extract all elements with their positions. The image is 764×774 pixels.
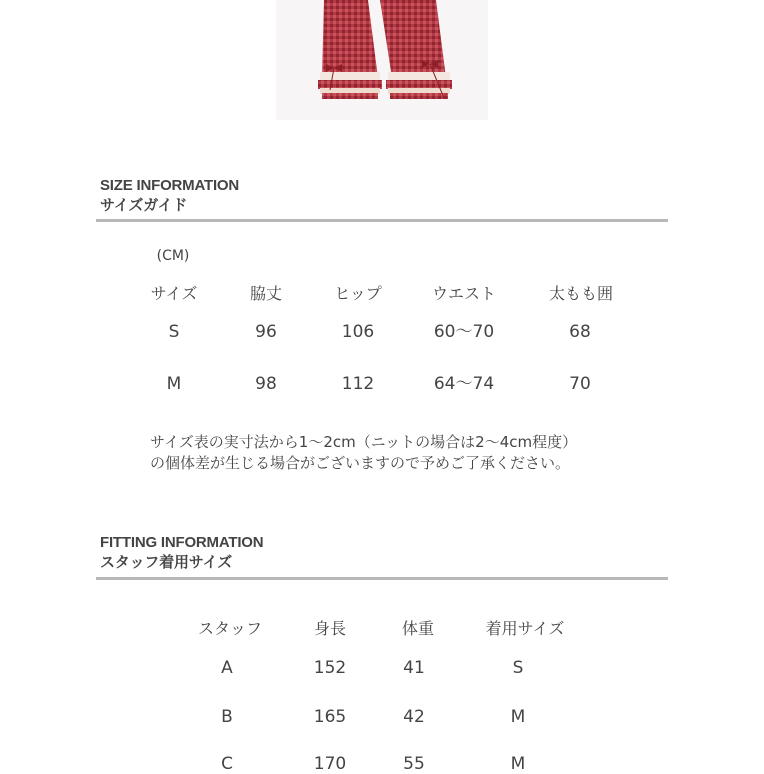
fitting-cell: B: [221, 707, 233, 727]
fitting-col-header: 身長: [313, 619, 347, 638]
size-cell: S: [168, 322, 180, 342]
fitting-section-title-en: FITTING INFORMATION: [100, 534, 264, 551]
size-note-line-2: の個体差が生じる場合がございますので予めご了承ください。: [150, 454, 571, 472]
trousers-illustration: [276, 0, 488, 120]
size-cell: 106: [341, 322, 375, 342]
fitting-cell: S: [512, 658, 524, 678]
fitting-cell: 165: [313, 707, 347, 727]
size-col-header: サイズ: [150, 284, 198, 303]
fitting-col-header: 体重: [401, 619, 435, 638]
fitting-cell: 41: [403, 658, 425, 678]
size-cell: 64〜74: [433, 374, 495, 394]
size-cell: 70: [569, 374, 591, 394]
fitting-cell: M: [510, 707, 526, 727]
fitting-cell: A: [221, 658, 233, 678]
size-col-header: ヒップ: [334, 284, 382, 303]
fitting-cell: 42: [403, 707, 425, 727]
fitting-cell: 152: [313, 658, 347, 678]
fitting-section-divider: [96, 577, 668, 580]
size-cell: 112: [341, 374, 375, 394]
fitting-section-title-ja: スタッフ着用サイズ: [100, 554, 233, 571]
size-section-title-ja: サイズガイド: [100, 197, 188, 214]
fitting-cell: M: [510, 754, 526, 774]
size-note-line-1: サイズ表の実寸法から1〜2cm（ニットの場合は2〜4cm程度）: [150, 433, 578, 451]
size-col-header: 脇丈: [249, 284, 283, 303]
product-image: [276, 0, 488, 120]
size-col-header: 太もも囲: [548, 284, 614, 303]
fitting-cell: C: [221, 754, 233, 774]
size-cell: M: [166, 374, 182, 394]
fitting-cell: 170: [313, 754, 347, 774]
unit-label: (CM): [156, 248, 190, 264]
size-cell: 96: [255, 322, 277, 342]
size-section-divider: [96, 219, 668, 222]
size-col-header: ウエスト: [431, 284, 497, 303]
fitting-cell: 55: [403, 754, 425, 774]
size-cell: 68: [569, 322, 591, 342]
size-cell: 98: [255, 374, 277, 394]
fitting-col-header: スタッフ: [197, 619, 263, 638]
size-cell: 60〜70: [433, 322, 495, 342]
size-section-title-en: SIZE INFORMATION: [100, 177, 240, 194]
fitting-col-header: 着用サイズ: [485, 619, 565, 638]
